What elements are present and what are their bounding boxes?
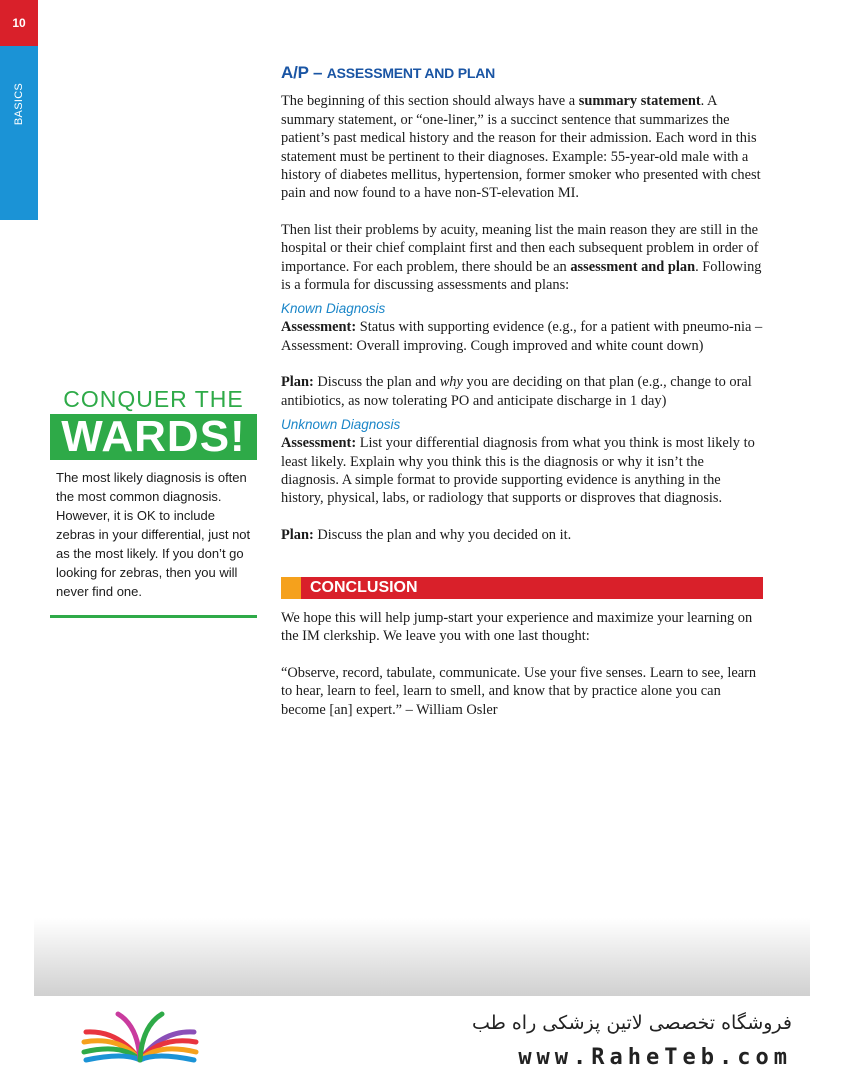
unknown-plan: Plan: Discuss the plan and why you decided on it. (281, 526, 572, 543)
sidebar-banner: WARDS! (50, 414, 257, 460)
main-column (281, 64, 763, 544)
sidebar-body: The most likely diagnosis is often the most common diagnosis. However, it is OK to include zebras in your differential, just not as the most likely. If you don’t go looking for zebras, then you will never find one. (56, 470, 251, 599)
sidebar-title: CONQUER THE (63, 386, 244, 412)
conclusion-accent (281, 577, 301, 599)
summary-paragraph: The beginning of this section should always have a summary statement. A summary statement, or “one-liner,” is a succinct sentence that summarizes the patient’s past medical history and the reason for their admission. Each word in this statement must be pertinent to their diagnoses. Example: 55-year-old male with a history of diabetes mellitus, hypertension, former smoker who presented with chest pain and now found to a have non-ST-elevation MI. (281, 93, 761, 202)
section-tab-label: BASICS (13, 82, 25, 126)
known-diagnosis-subheading: Known Diagnosis (281, 301, 386, 317)
conclusion-heading-bar (281, 577, 763, 599)
store-name: فروشگاه تخصصی لاتین پزشکی راه طب (472, 1012, 792, 1034)
conquer-the-wards-sidebar (50, 386, 257, 618)
sidebar-rule (50, 615, 257, 618)
unknown-assessment: Assessment: List your differential diagnosis from what you think is most likely to least likely. Explain why you think this is the diagnosis or why it isn’t the diagnosis. A simple format to provide supporting evidence is anything in the history, physical, labs, or radiology that supports or disproves that diagnosis. (281, 435, 755, 507)
conclusion-paragraph: We hope this will help jump-start your experience and maximize your learning on the IM clerkship. We leave you with one last thought: (281, 610, 753, 645)
store-url[interactable]: www.RaheTeb.com (518, 1045, 792, 1070)
osler-quote: “Observe, record, tabulate, communicate. Use your five senses. Learn to see, learn to hear, learn to feel, learn to smell, and know that by practice alone you can become [an] expert.” – William Osler (281, 664, 757, 718)
page-number: 10 (0, 0, 38, 46)
known-plan: Plan: Discuss the plan and why you are deciding on that plan (e.g., change to oral antibiotics, as now tolerating PO and anticipate discharge in 1 day) (281, 374, 752, 409)
conclusion-heading: CONCLUSION (310, 579, 418, 596)
section-heading: A/P – ASSESSMENT AND PLAN (281, 63, 496, 82)
section-tab (0, 46, 38, 220)
unknown-diagnosis-subheading: Unknown Diagnosis (281, 417, 401, 433)
open-book-rainbow-icon (78, 1010, 202, 1073)
footer-fade (34, 918, 810, 996)
problems-paragraph: Then list their problems by acuity, meaning list the main reason they are still in the hospital or their chief complaint first and then each subsequent problem in order of importance. For each problem, there should be an assessment and plan. Following is a formula for discussing assessments and plans: (281, 221, 762, 294)
conclusion-body (281, 609, 763, 719)
known-assessment: Assessment: Status with supporting evidence (e.g., for a patient with pneumo-nia – Assessment: Overall improving. Cough improved and white count down) (281, 319, 763, 354)
